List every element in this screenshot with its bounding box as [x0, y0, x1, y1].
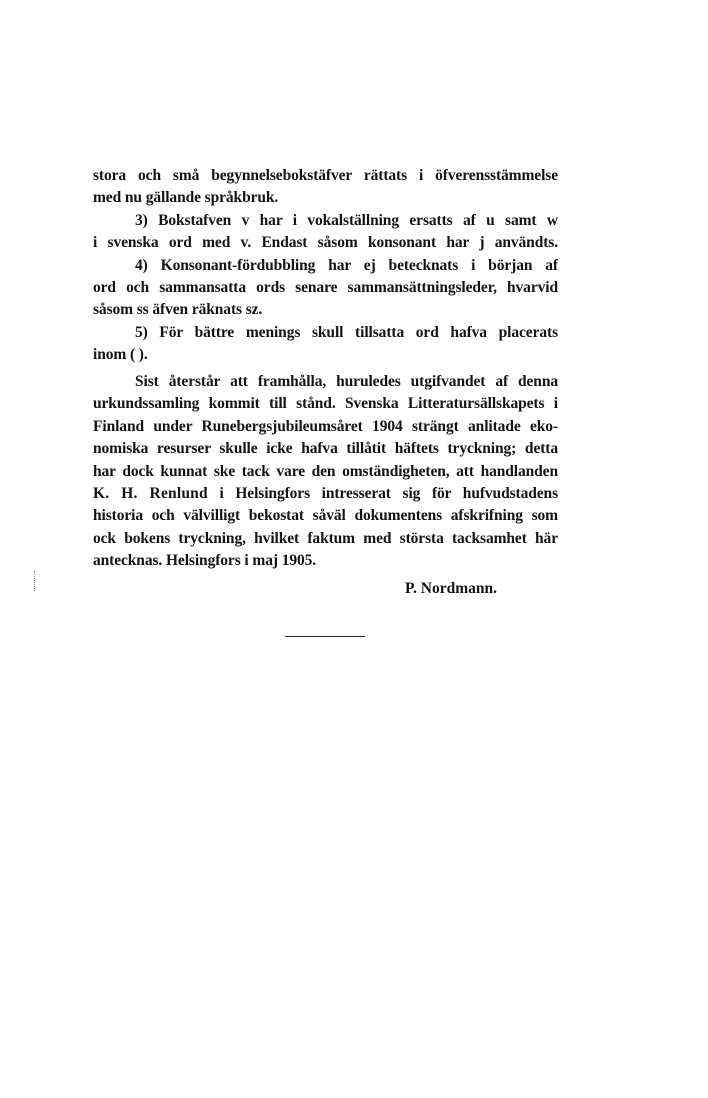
text-line: Sist återstår att framhålla, huruledes utgifvandet af denna [135, 373, 558, 390]
text-line: 4) Konsonant-fördubbling har ej betecknats i början af [135, 256, 558, 274]
text-line: historia och välvilligt bekostat såväl dokumentens afskrifning som [93, 507, 558, 525]
text-line: antecknas. Helsingfors i maj 1905. [93, 552, 317, 570]
paragraph-orthography-notes [93, 165, 558, 367]
text-line: stora och små begynnelsebokstäfver rättats i öfverensstämmelse [93, 167, 558, 184]
text-line: har dock kunnat ske tack vare den omständigheten, att handlanden [93, 462, 558, 480]
text-line: med nu gällande språkbruk. [93, 189, 279, 207]
paragraph-acknowledgement [93, 371, 558, 573]
text-line: såsom ss äfven räknats sz. [93, 301, 263, 319]
text-line: nomiska resurser skulle icke hafva tillåtit häftets tryckning; detta [93, 440, 558, 458]
text-line: i svenska ord med v. Endast såsom konsonant har j användts. [93, 234, 558, 252]
text-fragment: i Helsingfors intresserat sig för hufvudstadens [219, 484, 558, 502]
text-line: ord och sammansatta ords senare sammansättningsleder, hvarvid [93, 278, 558, 296]
text-line: ock bokens tryckning, hvilket faktum med största tacksamhet här [93, 529, 558, 547]
text-line: Finland under Runebergsjubileumsåret 1904 strängt anlitade eko- [93, 417, 558, 435]
section-divider [285, 636, 365, 637]
patron-name: K. H. Renlund [93, 484, 208, 502]
text-line: inom ( ). [93, 346, 148, 364]
margin-mark [34, 571, 36, 591]
text-line: 3) Bokstafven v har i vokalställning ersatts af u samt w [135, 211, 558, 229]
text-line: urkundssamling kommit till stånd. Svenska Litteratursällskapets i [93, 395, 558, 413]
text-line-with-name [93, 483, 558, 505]
text-line: 5) För bättre menings skull tillsatta ord hafva placerats [135, 323, 558, 341]
author-signature: P. Nordmann. [405, 580, 498, 597]
